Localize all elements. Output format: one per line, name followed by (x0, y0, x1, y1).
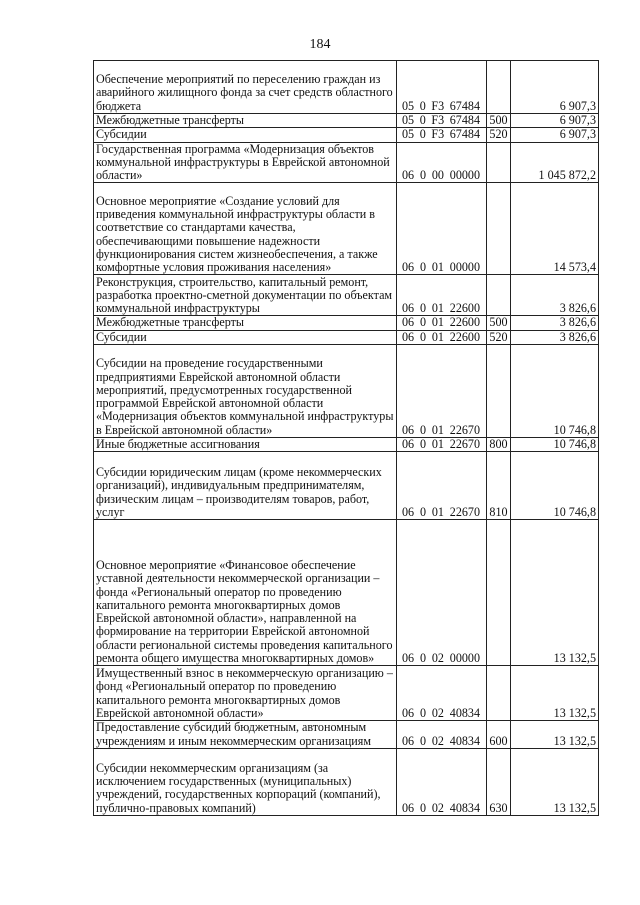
row-amount: 3 826,6 (511, 330, 599, 344)
code-part: 0 (419, 113, 426, 127)
code-part: 06 (402, 733, 415, 748)
code-part: 01 (431, 301, 444, 316)
row-amount: 3 826,6 (511, 275, 599, 316)
code-parts (399, 424, 484, 437)
table-row (94, 316, 599, 330)
code-parts (399, 302, 484, 315)
row-expense-type: 500 (487, 316, 511, 330)
row-code (397, 114, 487, 128)
row-expense-type (487, 61, 511, 114)
row-code (397, 438, 487, 452)
budget-table (93, 60, 599, 816)
code-part: 06 (402, 330, 415, 344)
code-part: 00000 (449, 260, 480, 275)
row-expense-type (487, 183, 511, 275)
row-expense-type: 800 (487, 438, 511, 452)
row-name: Субсидии юридическим лицам (кроме некоммерческих организаций), индивидуальным предпринимателям, физическим лицам – производителям товаров, работ, услуг (94, 452, 397, 520)
table-row (94, 748, 599, 815)
row-code (397, 183, 487, 275)
code-part: 00000 (449, 651, 480, 666)
code-part: 0 (419, 315, 426, 330)
code-parts (399, 100, 484, 113)
code-part: 0 (419, 422, 426, 437)
table-row (94, 666, 599, 721)
code-part: 22600 (449, 315, 480, 330)
code-part: 02 (431, 651, 444, 666)
row-code (397, 61, 487, 114)
table-row (94, 330, 599, 344)
code-part: 40834 (449, 733, 480, 748)
row-expense-type (487, 142, 511, 183)
code-part: 00000 (449, 168, 480, 183)
code-parts (399, 169, 484, 182)
code-part: 06 (402, 651, 415, 666)
code-part: 06 (402, 168, 415, 183)
table-body (94, 61, 599, 816)
code-parts (399, 331, 484, 344)
code-part: 22670 (449, 437, 480, 452)
table-row (94, 114, 599, 128)
code-part: 0 (419, 733, 426, 748)
code-part: F3 (431, 127, 445, 142)
code-parts (399, 707, 484, 720)
code-part: 0 (419, 706, 426, 721)
code-part: 01 (431, 505, 444, 520)
code-part: 67484 (449, 98, 480, 113)
code-parts (399, 114, 484, 127)
code-part: 06 (402, 260, 415, 275)
code-parts (399, 735, 484, 748)
code-part: 06 (402, 800, 415, 815)
row-amount: 6 907,3 (511, 128, 599, 142)
row-expense-type (487, 345, 511, 438)
code-part: 01 (431, 260, 444, 275)
table-row (94, 128, 599, 142)
code-parts (399, 506, 484, 519)
row-amount: 14 573,4 (511, 183, 599, 275)
code-part: 0 (419, 98, 426, 113)
code-part: 67484 (449, 113, 480, 127)
table-row (94, 721, 599, 749)
code-part: 06 (402, 505, 415, 520)
code-part: 02 (431, 733, 444, 748)
row-expense-type: 520 (487, 330, 511, 344)
row-amount: 13 132,5 (511, 748, 599, 815)
code-part: 0 (419, 505, 426, 520)
row-name: Основное мероприятие «Создание условий для приведения коммунальной инфраструктуры области в соответствие со стандартами качества, обеспечивающими повышение надежности функционирования систем жизнеобеспечения, а также комфортные условия проживания населения» (94, 183, 397, 275)
code-part: 06 (402, 706, 415, 721)
table-row (94, 142, 599, 183)
code-part: 06 (402, 437, 415, 452)
row-name: Обеспечение мероприятий по переселению граждан из аварийного жилищного фонда за счет средств областного бюджета (94, 61, 397, 114)
code-part: 05 (402, 127, 415, 142)
row-name: Межбюджетные трансферты (94, 316, 397, 330)
code-part: 06 (402, 422, 415, 437)
code-parts (399, 261, 484, 274)
table-row (94, 345, 599, 438)
row-code (397, 520, 487, 666)
code-part: 0 (419, 437, 426, 452)
code-part: 22600 (449, 330, 480, 344)
code-part: 01 (431, 437, 444, 452)
row-code (397, 345, 487, 438)
row-name: Субсидии (94, 330, 397, 344)
code-part: 40834 (449, 706, 480, 721)
row-amount: 10 746,8 (511, 452, 599, 520)
code-part: 22600 (449, 301, 480, 316)
code-part: 00 (431, 168, 444, 183)
row-code (397, 142, 487, 183)
code-part: 0 (419, 168, 426, 183)
page-number: 184 (309, 37, 331, 52)
row-code (397, 452, 487, 520)
code-parts (399, 128, 484, 141)
row-amount: 3 826,6 (511, 316, 599, 330)
row-amount: 1 045 872,2 (511, 142, 599, 183)
table-row (94, 438, 599, 452)
code-part: 05 (402, 113, 415, 127)
code-part: 01 (431, 422, 444, 437)
row-code (397, 316, 487, 330)
row-code (397, 275, 487, 316)
code-part: 0 (419, 260, 426, 275)
row-code (397, 330, 487, 344)
code-parts (399, 438, 484, 451)
row-expense-type (487, 666, 511, 721)
row-amount: 13 132,5 (511, 520, 599, 666)
row-expense-type: 630 (487, 748, 511, 815)
row-name: Основное мероприятие «Финансовое обеспечение уставной деятельности некоммерческой организации – фонда «Региональный оператор по проведению капитального ремонта многоквартирных домов Еврейской автономной области», направленной на формирование на территории Еврейской автономной области региональной системы проведения капитального ремонта общего имущества многоквартирных домов» (94, 520, 397, 666)
row-code (397, 666, 487, 721)
code-part: 06 (402, 315, 415, 330)
table-row (94, 520, 599, 666)
row-name: Реконструкция, строительство, капитальный ремонт, разработка проектно-сметной документации по объектам коммунальной инфраструктуры (94, 275, 397, 316)
row-name: Межбюджетные трансферты (94, 114, 397, 128)
row-amount: 6 907,3 (511, 114, 599, 128)
code-part: 0 (419, 651, 426, 666)
code-part: 22670 (449, 505, 480, 520)
row-expense-type: 810 (487, 452, 511, 520)
table-row (94, 452, 599, 520)
code-part: 67484 (449, 127, 480, 142)
code-part: 40834 (449, 800, 480, 815)
code-part: 02 (431, 800, 444, 815)
code-part: F3 (431, 98, 445, 113)
code-parts (399, 316, 484, 329)
row-code (397, 128, 487, 142)
code-part: 02 (431, 706, 444, 721)
table-row (94, 275, 599, 316)
table-row (94, 183, 599, 275)
code-parts (399, 802, 484, 815)
code-part: 06 (402, 301, 415, 316)
code-part: F3 (431, 113, 445, 127)
row-expense-type: 600 (487, 721, 511, 749)
row-name: Государственная программа «Модернизация объектов коммунальной инфраструктуры в Еврейской автономной области» (94, 142, 397, 183)
code-part: 05 (402, 98, 415, 113)
row-amount: 10 746,8 (511, 438, 599, 452)
code-part: 0 (419, 330, 426, 344)
code-part: 01 (431, 315, 444, 330)
row-amount: 6 907,3 (511, 61, 599, 114)
code-part: 0 (419, 800, 426, 815)
code-part: 0 (419, 127, 426, 142)
row-amount: 13 132,5 (511, 721, 599, 749)
code-part: 22670 (449, 422, 480, 437)
row-amount: 10 746,8 (511, 345, 599, 438)
row-name: Субсидии (94, 128, 397, 142)
row-name: Иные бюджетные ассигнования (94, 438, 397, 452)
row-code (397, 721, 487, 749)
row-expense-type: 520 (487, 128, 511, 142)
row-expense-type (487, 520, 511, 666)
row-expense-type (487, 275, 511, 316)
table-row (94, 61, 599, 114)
row-expense-type: 500 (487, 114, 511, 128)
code-parts (399, 652, 484, 665)
row-name: Субсидии некоммерческим организациям (за исключением государственных (муниципальных) учреждений, государственных корпораций (компаний), публично-правовых компаний) (94, 748, 397, 815)
row-name: Предоставление субсидий бюджетным, автономным учреждениям и иным некоммерческим организациям (94, 721, 397, 749)
row-name: Субсидии на проведение государственными предприятиями Еврейской автономной области мероприятий, предусмотренных государственной программой Еврейской автономной области «Модернизация объектов коммунальной инфраструктуры в Еврейской автономной области» (94, 345, 397, 438)
code-part: 0 (419, 301, 426, 316)
row-name: Имущественный взнос в некоммерческую организацию – фонд «Региональный оператор по проведению капитального ремонта многоквартирных домов Еврейской автономной области» (94, 666, 397, 721)
row-amount: 13 132,5 (511, 666, 599, 721)
row-code (397, 748, 487, 815)
code-part: 01 (431, 330, 444, 344)
